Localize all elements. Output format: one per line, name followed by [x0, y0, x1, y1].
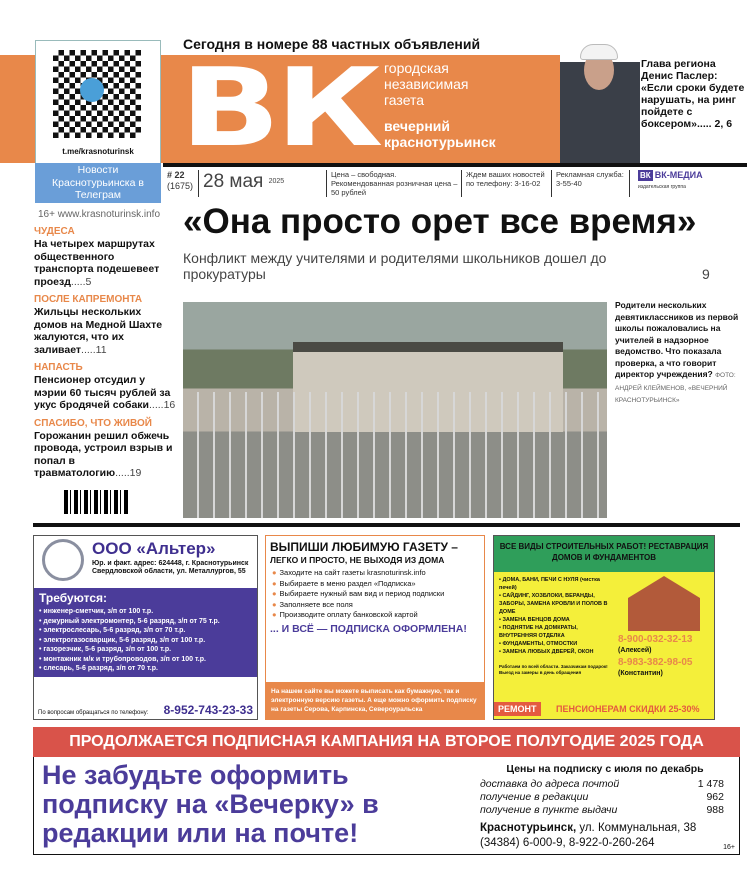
caption-text: Родители нескольких девятиклассников из первой школы пожаловались на учителей в надзорное ведомство. Что показала проверка, а что говорит директор учреждения? — [615, 300, 739, 379]
phone-1: 8-900-032-32-13 — [618, 634, 693, 645]
price-info: Цена – свободная. Рекомендованная розничная цена – 50 рублей — [327, 170, 462, 197]
news-phone: Ждем ваших новостей по телефону: 3-16-02 — [462, 170, 552, 197]
construction-note: Работаем по всей области. Заказчикам подарок! Выезд на замеры в день обращения — [499, 664, 608, 675]
price-list — [480, 763, 730, 817]
job-item: • электрогазосварщик, 5-6 разряд, з/п от 100 т.р. — [39, 636, 206, 644]
tagline: городская независимая газета — [384, 60, 469, 108]
bk-media-logo-icon: ВК — [640, 171, 651, 180]
story-list — [34, 226, 176, 514]
city: Краснотурьинск, — [480, 822, 577, 834]
governor-quote[interactable]: Глава региона Денис Паслер: «Если сроки будете нарушать, на ринг пойдете с боксером»..... 2, 6 — [641, 58, 745, 130]
telegram-icon — [80, 78, 104, 102]
jobs-title: Требуются: — [39, 591, 107, 605]
construction-title: ВСЕ ВИДЫ СТРОИТЕЛЬНЫХ РАБОТ! РЕСТАВРАЦИЯ ДОМОВ И ФУНДАМЕНТОВ — [494, 536, 714, 572]
subscribe-done: ... И ВСЁ — ПОДПИСКА ОФОРМЛЕНА! — [270, 622, 467, 635]
issue-year: 2025 — [268, 178, 285, 185]
job-item: • газорезчик, 5-6 разряд, з/п от 100 т.р. — [39, 646, 172, 653]
lead-page: 9 — [702, 266, 710, 282]
job-item: • инженер-сметчик, з/п от 100 т.р. — [39, 608, 154, 615]
info-bar — [163, 163, 747, 197]
street: ул. Коммунальная, 38 — [579, 822, 697, 834]
school-photo — [183, 302, 607, 518]
ads-phone: Рекламная служба: 3-55-40 — [552, 170, 630, 197]
compass-icon — [42, 539, 84, 581]
newspaper-name: вечерний краснотурьинск — [384, 118, 496, 150]
job-item: • монтажник м/к и трубопроводов, з/п от 100 т.р. — [39, 655, 206, 663]
subscribe-footer: На нашем сайте вы можете выписать как бумажную, так и электронную версию газеты. А еще можно оформить подписку на газеты Серова, Карпинска, Североуральска — [266, 682, 484, 719]
publisher-sub: издательская группа — [638, 184, 686, 190]
service-item: • ДОМА, БАНИ, ПЕЧИ С НУЛЯ (чистка печей) — [499, 577, 600, 591]
job-item: • электрослесарь, 5-6 разряд, з/п от 70 т.р. — [39, 627, 186, 634]
photo-caption — [615, 300, 745, 407]
price-row — [480, 791, 730, 804]
repair-label: РЕМОНТ — [494, 702, 541, 716]
price-value: 962 — [706, 791, 724, 803]
story-text: Жильцы нескольких домов на Медной Шахте жалуются, что их заливает — [34, 306, 163, 356]
governor-photo — [560, 40, 640, 163]
divider — [33, 523, 740, 527]
step: ● Выбираете нужный вам вид и период подписки — [272, 589, 478, 600]
rubric: ПОСЛЕ КАПРЕМОНТА — [34, 294, 143, 305]
campaign-banner: ПРОДОЛЖАЕТСЯ ПОДПИСНАЯ КАМПАНИЯ НА ВТОРОЕ ПОЛУГОДИЕ 2025 ГОДА — [33, 727, 740, 757]
price-row — [480, 804, 730, 817]
subscribe-subtitle: ЛЕГКО И ПРОСТО, НЕ ВЫХОДЯ ИЗ ДОМА — [270, 555, 445, 565]
service-item: • ПОДНЯТИЕ НА ДОМКРАТЫ, ВНУТРЕННЯЯ ОТДЕЛКА — [499, 625, 578, 639]
lead-headline[interactable]: «Она просто орет все время» — [183, 202, 697, 241]
qr-url[interactable]: t.me/krasnoturinsk — [62, 147, 134, 156]
service-item: • ФУНДАМЕНТЫ, ОТМОСТКИ — [499, 641, 578, 647]
rubric: ЧУДЕСА — [34, 226, 75, 237]
publisher: ВК-МЕДИА — [654, 170, 703, 180]
issue-total: (1675) — [167, 181, 194, 191]
story-teaser[interactable]: ПОСЛЕ КАПРЕМОНТА Жильцы нескольких домов на Медной Шахте жалуются, что их заливает.....11 — [34, 294, 176, 356]
service-item: • САЙДИНГ, ХОЗБЛОКИ, ВЕРАНДЫ, ЗАБОРЫ, ЗАМЕНА КРОВЛИ И ПОЛОВ В ДОМЕ — [499, 593, 608, 615]
subscribe-title: ВЫПИШИ ЛЮБИМУЮ ГАЗЕТУ – — [270, 540, 458, 554]
contact-2: (Константин) — [618, 670, 663, 677]
job-item: • слесарь, 5-6 разряд, з/п от 70 т.р. — [39, 665, 158, 672]
story-teaser[interactable]: ЧУДЕСА На четырех маршрутах общественного транспорта подешевеет проезд.....5 — [34, 226, 176, 288]
campaign-slogan: Не забудьте оформить подписку на «Вечерку» в редакции или на почте! — [42, 760, 379, 848]
phone-label: По вопросам обращаться по телефону: — [38, 710, 149, 716]
service-item: • ЗАМЕНА ЛЮБЫХ ДВЕРЕЙ, ОКОН — [499, 649, 594, 655]
prices-title: Цены на подписку с июля по декабрь — [506, 763, 704, 775]
alter-ad — [33, 535, 258, 720]
phone-2: 8-983-382-98-05 — [618, 657, 693, 668]
price-label: получение в редакции — [480, 791, 589, 803]
campaign-box — [33, 757, 740, 855]
lead-subhead: Конфликт между учителями и родителями школьников дошел до прокуратуры — [183, 250, 607, 282]
story-text: На четырех маршрутах общественного транспорта подешевеет проезд — [34, 238, 160, 288]
story-teaser[interactable]: НАПАСТЬ Пенсионер отсудил у мэрии 60 тысяч рублей за укус бродячей собаки.....16 — [34, 362, 176, 411]
step: ● Заполняете все поля — [272, 600, 478, 611]
subscribe-ad — [265, 535, 485, 720]
barcode — [64, 490, 130, 514]
step: ● Производите оплату банковской картой — [272, 610, 478, 621]
story-page: 5 — [85, 275, 92, 288]
logo: ВК — [180, 46, 379, 171]
price-row — [480, 778, 730, 791]
story-page: 19 — [129, 467, 142, 479]
photo-credit: ФОТО: АНДРЕЙ КЛЕЙМЕНОВ, «ВЕЧЕРНИЙ КРАСНОТУРЬИНСК» — [615, 372, 736, 404]
issue-date: 28 мая — [203, 171, 264, 192]
telegram-box[interactable]: Новости Краснотурьинска в Телеграм — [35, 163, 161, 203]
contact-1: (Алексей) — [618, 647, 652, 654]
rubric: СПАСИБО, ЧТО ЖИВОЙ — [34, 417, 152, 429]
price-value: 1 478 — [697, 778, 724, 790]
price-label: доставка до адреса почтой — [480, 778, 620, 790]
construction-ad — [493, 535, 715, 720]
house-image — [619, 576, 709, 631]
site-link[interactable]: 16+ www.krasnoturinsk.info — [38, 209, 161, 220]
discount-label: ПЕНСИОНЕРАМ СКИДКИ 25-30% — [556, 704, 700, 714]
price-value: 988 — [706, 804, 724, 816]
quote-text: Глава региона Денис Паслер: «Если сроки будете нарушать, на ринг пойдете с боксером» — [641, 58, 745, 130]
editorial-address — [480, 821, 696, 851]
story-teaser[interactable]: СПАСИБО, ЧТО ЖИВОЙ Горожанин решил обжечь провода, устроил взрыв и попал в травматологию.....19 — [34, 418, 176, 480]
quote-pages: 2, 6 — [714, 118, 733, 130]
age-rating: 16+ — [723, 844, 735, 851]
editorial-phones: (34384) 6-000-9, 8-922-0-260-264 — [480, 837, 655, 849]
story-page: 11 — [95, 343, 107, 356]
step: ● Заходите на сайт газеты krasnoturinsk.info — [272, 568, 478, 579]
telegram-qr-code[interactable] — [35, 40, 161, 164]
story-text: Горожанин решил обжечь провода, устроил взрыв и попал в травматологию — [34, 429, 173, 479]
service-item: • ЗАМЕНА ВЕНЦОВ ДОМА — [499, 617, 570, 623]
price-label: получение в пункте выдачи — [480, 804, 618, 816]
rubric: НАПАСТЬ — [34, 362, 83, 373]
story-page: 16 — [163, 399, 176, 411]
phone-number: 8-952-743-23-33 — [163, 703, 253, 717]
step: ● Выбираете в меню раздел «Подписка» — [272, 579, 478, 590]
issue-number: # 22 — [167, 170, 185, 180]
job-item: • дежурный электромонтер, 5-6 разряд, з/п от 75 т.р. — [39, 617, 220, 625]
company-address: Юр. и факт. адрес: 624448, г. Краснотурьинск Свердловской области, ул. Металлургов, 55 — [92, 560, 249, 575]
today-in-issue: Сегодня в номере 88 частных объявлений — [183, 36, 481, 52]
company-name: ООО «Альтер» — [92, 539, 216, 558]
story-text: Пенсионер отсудил у мэрии 60 тысяч рублей за укус бродячей собаки — [34, 374, 171, 411]
